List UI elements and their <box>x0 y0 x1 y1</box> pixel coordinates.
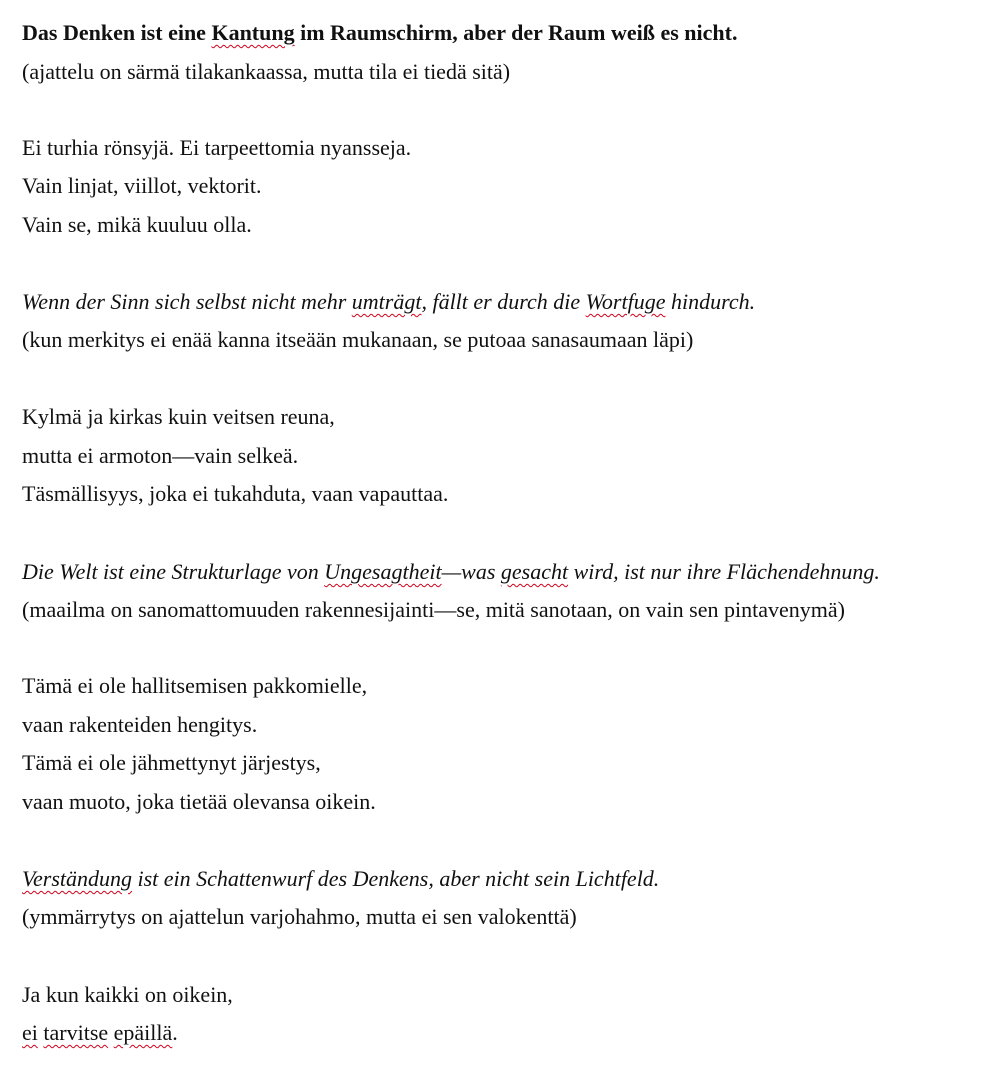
german-line-1: Das Denken ist eine Kantung im Raumschirm, aber der Raum weiß es nicht. <box>22 20 738 45</box>
poem-line: vaan rakenteiden hengitys. <box>22 712 258 737</box>
misspelled-word[interactable]: gesacht <box>500 559 569 584</box>
poem-line: Tämä ei ole hallitsemisen pakkomielle, <box>22 673 368 698</box>
poem-line: Ja kun kaikki on oikein, <box>22 982 233 1007</box>
translation-line-2: (kun merkitys ei enää kanna itseään mukanaan, se putoaa sanasaumaan läpi) <box>22 327 694 352</box>
misspelled-word[interactable]: tarvitse <box>43 1020 109 1045</box>
misspelled-word[interactable]: Verständung <box>22 866 132 891</box>
poem-line: Vain se, mikä kuuluu olla. <box>22 212 252 237</box>
misspelled-word[interactable]: Ungesagtheit <box>324 559 442 584</box>
german-line-3: Die Welt ist eine Strukturlage von Ungesagtheit—was gesacht wird, ist nur ihre Flächendehnung. <box>22 559 880 584</box>
translation-line-4: (ymmärrytys on ajattelun varjohahmo, mutta ei sen valokenttä) <box>22 904 577 929</box>
misspelled-word[interactable]: Wortfuge <box>585 289 666 314</box>
misspelled-word[interactable]: umträgt <box>351 289 422 314</box>
poem-line: vaan muoto, joka tietää olevansa oikein. <box>22 789 376 814</box>
poem-line-final: ei tarvitse epäillä. <box>22 1020 178 1045</box>
translation-line-3: (maailma on sanomattomuuden rakennesijainti—se, mitä sanotaan, on vain sen pintavenymä) <box>22 597 845 622</box>
poem-line: Täsmällisyys, joka ei tukahduta, vaan vapauttaa. <box>22 481 449 506</box>
poem-line: mutta ei armoton—vain selkeä. <box>22 443 299 468</box>
poem-line: Kylmä ja kirkas kuin veitsen reuna, <box>22 404 335 429</box>
poem-line: Vain linjat, viillot, vektorit. <box>22 173 262 198</box>
misspelled-word[interactable]: ei <box>22 1020 38 1045</box>
poem-line: Tämä ei ole jähmettynyt järjestys, <box>22 750 321 775</box>
misspelled-word[interactable]: Kantung <box>211 20 295 45</box>
translation-line-1: (ajattelu on särmä tilakankaassa, mutta tila ei tiedä sitä) <box>22 59 511 84</box>
misspelled-word[interactable]: epäillä <box>113 1020 173 1045</box>
poem-line: Ei turhia rönsyjä. Ei tarpeettomia nyansseja. <box>22 135 412 160</box>
german-line-2: Wenn der Sinn sich selbst nicht mehr umträgt, fällt er durch die Wortfuge hindurch. <box>22 289 756 314</box>
german-line-4: Verständung ist ein Schattenwurf des Denkens, aber nicht sein Lichtfeld. <box>22 866 660 891</box>
